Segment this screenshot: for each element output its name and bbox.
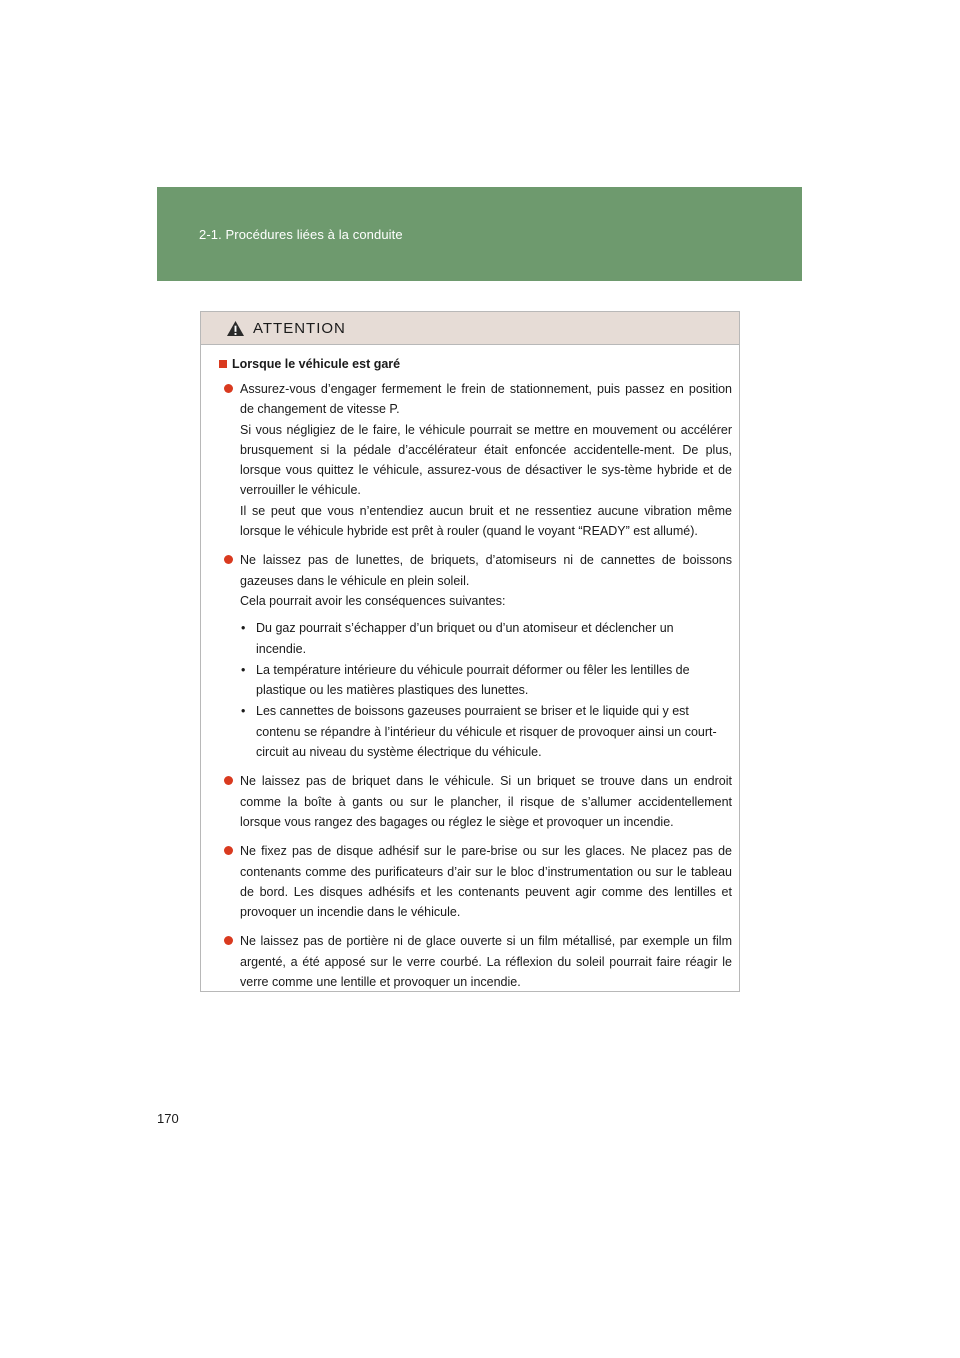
circle-bullet-icon: [224, 384, 233, 393]
warning-section-title: Lorsque le véhicule est garé: [232, 357, 401, 371]
circle-bullet-icon: [224, 776, 233, 785]
warning-body: [201, 345, 739, 992]
warning-header: [201, 312, 739, 345]
section-header-band: [157, 187, 802, 281]
square-bullet-icon: [219, 360, 227, 368]
warning-triangle-icon: [226, 320, 245, 337]
paragraph: Ne laissez pas de portière ni de glace ouverte si un film métallisé, par exemple un film argenté, a été apposé sur le verre courbé. La réflexion du soleil pourrait faire réagir le verre comme une lentille et provoquer un incendie.: [240, 934, 732, 990]
sub-list: [240, 618, 732, 762]
paragraph: Assurez-vous d’engager fermement le frein de stationnement, puis passez en position de changement de vitesse P.: [240, 382, 732, 417]
list-item: [219, 931, 732, 992]
list-item: [219, 379, 732, 541]
list-item: [219, 550, 732, 762]
warning-title: ATTENTION: [253, 319, 346, 337]
circle-bullet-icon: [224, 555, 233, 564]
sub-list-text: Les cannettes de boissons gazeuses pourraient se briser et le liquide qui y est contenu se répandre à l’intérieur du véhicule et risquer de provoquer ainsi un court-circuit au niveau du système électrique du véhicule.: [256, 704, 717, 760]
paragraph: Ne laissez pas de lunettes, de briquets, d’atomiseurs ni de cannettes de boissons gazeuses dans le véhicule en plein soleil.: [240, 553, 732, 588]
paragraph: Ne laissez pas de briquet dans le véhicule. Si un briquet se trouve dans un endroit comme la boîte à gants ou sur le plancher, il risque de s’allumer accidentellement lorsque vous rangez des bagages ou réglez le siège et provoquer un incendie.: [240, 774, 732, 829]
warning-box: [200, 311, 740, 992]
sub-list-text: Du gaz pourrait s’échapper d’un briquet ou d’un atomiseur et déclencher un incendie.: [256, 621, 674, 656]
page-number: 170: [157, 1111, 179, 1126]
circle-bullet-icon: [224, 846, 233, 855]
sub-list-text: La température intérieure du véhicule pourrait déformer ou fêler les lentilles de plastique ou les matières plastiques des lunettes.: [256, 662, 690, 698]
sub-list-item: [240, 701, 732, 762]
sub-bullet: •: [241, 662, 246, 677]
warning-section-heading: [219, 357, 732, 371]
paragraph: Cela pourrait avoir les conséquences suivantes:: [240, 593, 506, 608]
sub-bullet: •: [241, 704, 246, 719]
list-item: [219, 771, 732, 832]
section-title: 2-1. Procédures liées à la conduite: [199, 227, 403, 242]
sub-bullet: •: [241, 621, 246, 636]
paragraph: Il se peut que vous n’entendiez aucun bruit et ne ressentiez aucune vibration même lorsque le véhicule hybride est prêt à rouler (quand le voyant “READY” est allumé).: [240, 503, 732, 539]
sub-list-item: [240, 618, 732, 659]
list-item: [219, 841, 732, 922]
circle-bullet-icon: [224, 936, 233, 945]
sub-list-item: [240, 660, 732, 701]
paragraph: Ne fixez pas de disque adhésif sur le pare-brise ou sur les glaces. Ne placez pas de contenants comme des purificateurs d’air sur le bloc d’instrumentation ou sur le tableau de bord. Les disques adhésifs et les contenants peuvent agir comme des lentilles et provoquer un incendie dans le véhicule.: [240, 844, 732, 920]
paragraph: Si vous négligiez de le faire, le véhicule pourrait se mettre en mouvement ou accélérer brusquement si la pédale d’accélérateur était enfoncée accidentelle-ment. De plus, lorsque vous quittez le véhicule, assurez-vous de désactiver le sys-tème hybride et de verrouiller le véhicule.: [240, 422, 732, 498]
